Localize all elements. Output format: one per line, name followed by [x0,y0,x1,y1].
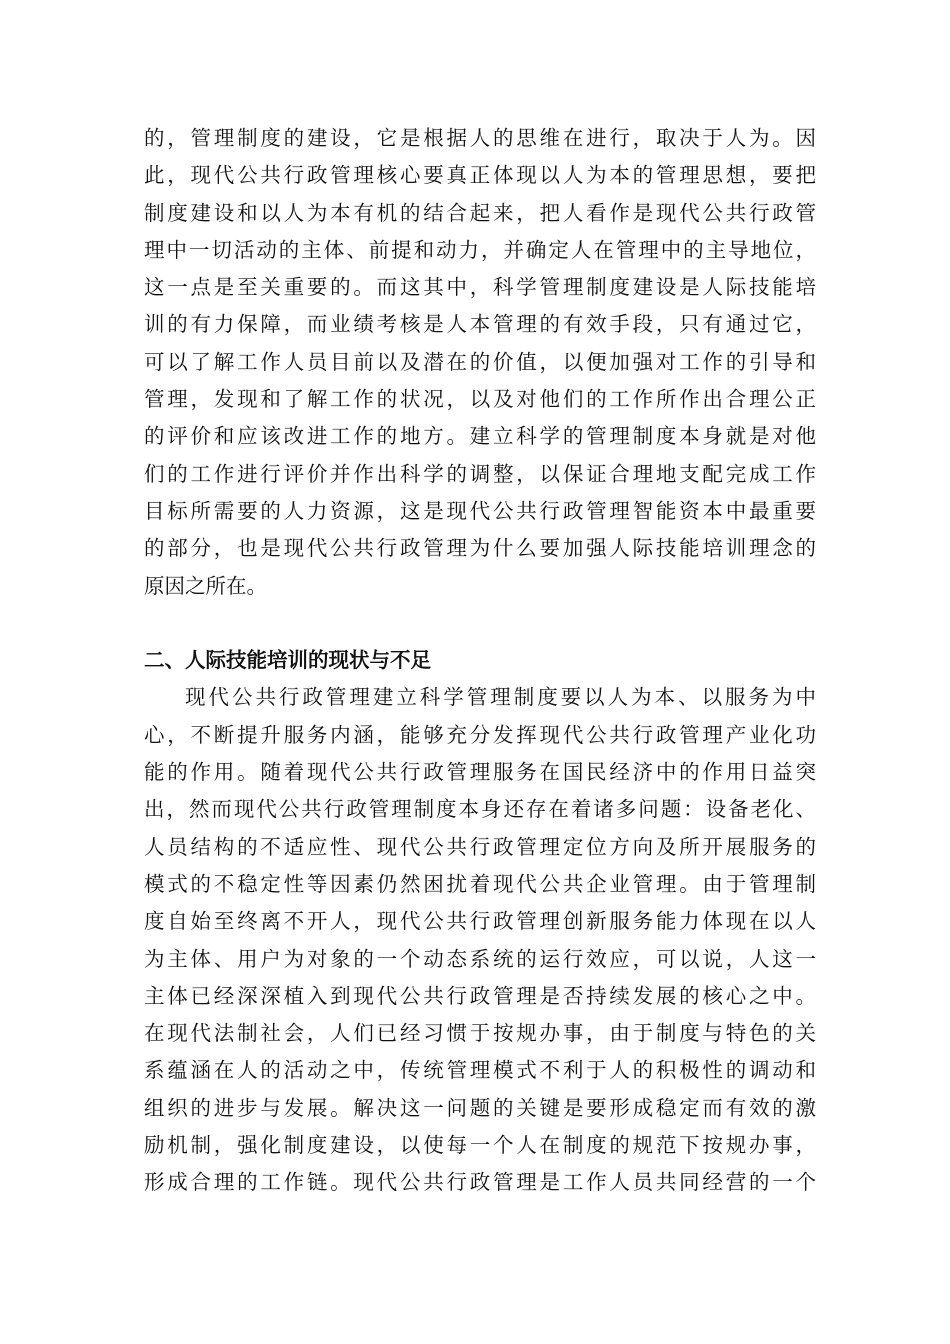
text-line: 的，管理制度的建设，它是根据人的思维在进行，取决于人为。因 [144,126,816,150]
text-line: 这一点是至关重要的。而这其中，科学管理制度建设是人际技能培 [144,275,816,300]
text-line: 制度建设和以人为本有机的结合起来，把人看作是现代公共行政管 [144,200,816,225]
text-line: 励机制，强化制度建设，以使每一个人在制度的规范下按规办事， [144,1133,816,1158]
text-line: 此，现代公共行政管理核心要真正体现以人为本的管理思想，要把 [144,163,816,188]
text-line: 模式的不稳定性等因素仍然困扰着现代公共企业管理。由于管理制 [144,871,816,896]
text-line: 可以了解工作人员目前以及潜在的价值，以便加强对工作的引导和 [144,349,816,374]
text-line: 原因之所在。 [144,573,267,598]
text-line: 系蕴涵在人的活动之中，传统管理模式不利于人的积极性的调动和 [144,1058,816,1083]
section-heading: 二、人际技能培训的现状与不足 [144,648,431,673]
text-line: 训的有力保障，而业绩考核是人本管理的有效手段，只有通过它， [144,312,816,337]
text-line: 的评价和应该改进工作的地方。建立科学的管理制度本身就是对他 [144,424,816,449]
text-line: 们的工作进行评价并作出科学的调整，以保证合理地支配完成工作 [144,461,816,486]
text-line: 目标所需要的人力资源，这是现代公共行政管理智能资本中最重要 [144,498,816,523]
text-line: 心，不断提升服务内涵，能够充分发挥现代公共行政管理产业化功 [144,722,816,747]
text-line: 为主体、用户为对象的一个动态系统的运行效应，可以说，人这一 [144,946,816,971]
paragraph-spacer [144,605,816,642]
text-line: 组织的进步与发展。解决这一问题的关键是要形成稳定而有效的激 [144,1095,816,1120]
text-line: 能的作用。随着现代公共行政管理服务在国民经济中的作用日益突 [144,760,816,785]
text-line: 形成合理的工作链。现代公共行政管理是工作人员共同经营的一个 [144,1170,816,1195]
text-line: 出，然而现代公共行政管理制度本身还存在着诸多问题：设备老化、 [144,797,816,822]
text-line: 管理，发现和了解工作的状况，以及对他们的工作所作出合理公正 [144,387,816,412]
text-line: 主体已经深深植入到现代公共行政管理是否持续发展的核心之中。 [144,983,816,1008]
paragraph-2 [144,679,816,1201]
text-line: 人员结构的不适应性、现代公共行政管理定位方向及所开展服务的 [144,834,816,859]
text-line: 理中一切活动的主体、前提和动力，并确定人在管理中的主导地位， [144,237,816,262]
document-page [144,120,816,1202]
text-line: 度自始至终离不开人，现代公共行政管理创新服务能力体现在以人 [144,909,816,934]
text-line: 在现代法制社会，人们已经习惯于按规办事，由于制度与特色的关 [144,1021,816,1046]
paragraph-1 [144,120,816,605]
text-line: 的部分，也是现代公共行政管理为什么要加强人际技能培训理念的 [144,536,816,561]
text-line: 现代公共行政管理建立科学管理制度要以人为本、以服务为中 [185,685,816,710]
